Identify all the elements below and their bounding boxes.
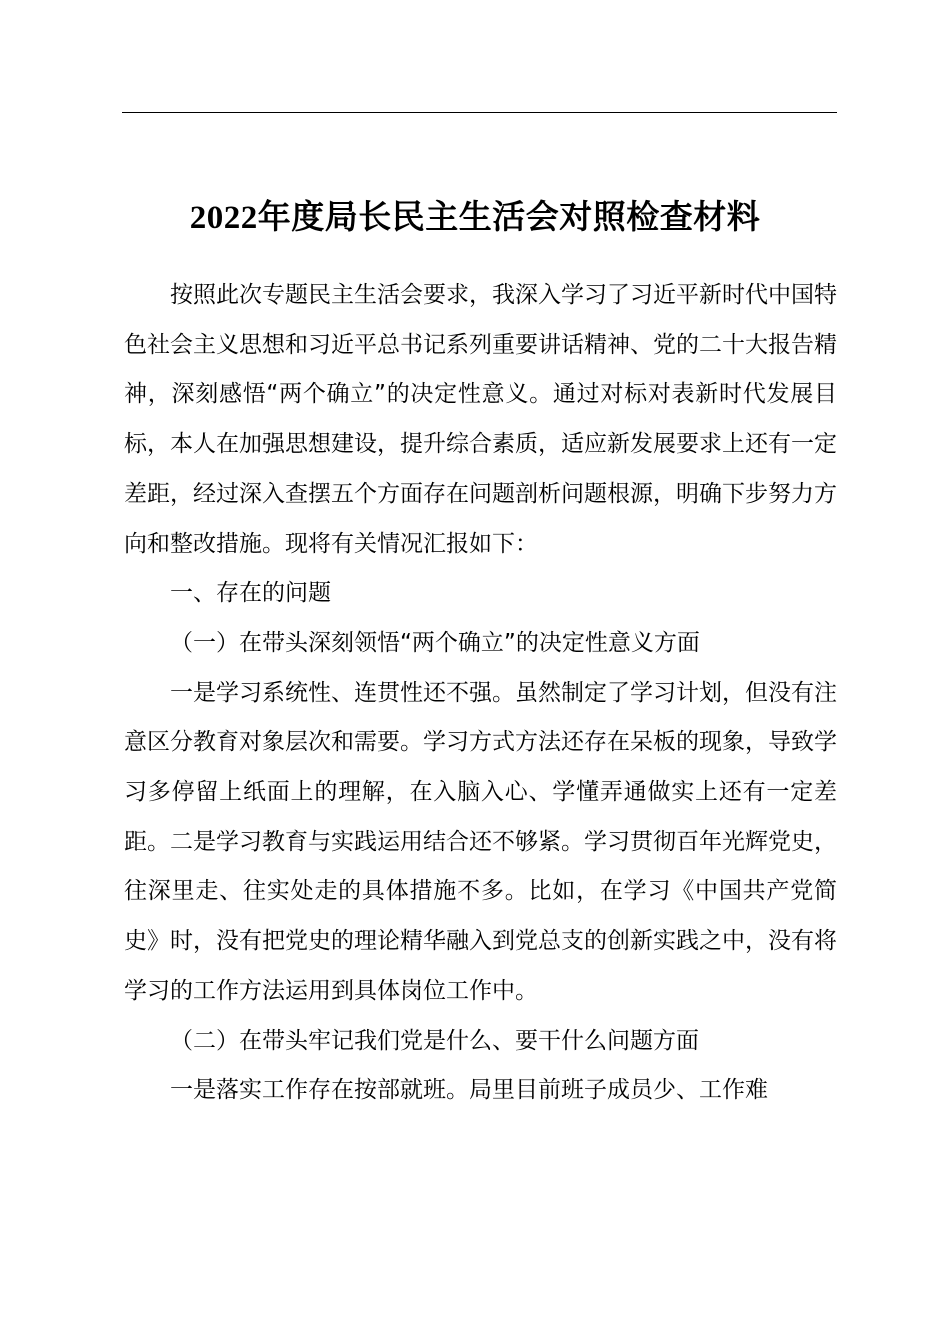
title-year: 2022 [189,200,258,237]
document-body [124,271,837,1116]
subsection-2-paragraph: 一是落实工作存在按部就班。局里目前班子成员少、工作难 [170,1077,768,1104]
subsection-heading-1: （一）在带头深刻领悟“两个确立”的决定性意义方面 [170,629,700,656]
subsection-1-paragraph: 一是学习系统性、连贯性还不强。虽然制定了学习计划，但没有注意区分教育对象层次和需要。学习方式方法还存在呆板的现象，导致学习多停留上纸面上的理解，在入脑入心、学懂弄通做实上还有一定差距。二是学习教育与实践运用结合还不够紧。学习贯彻百年光辉党史，往深里走、往实处走的具体措施不多。比如，在学习《中国共产党简史》时，没有把党史的理论精华融入到党总支的创新实践之中，没有将学习的工作方法运用到具体岗位工作中。 [124,679,837,1004]
section-heading-problems: 一、存在的问题 [170,580,331,607]
document-title [0,192,950,243]
subsection-heading-2: （二）在带头牢记我们党是什么、要干什么问题方面 [170,1027,699,1054]
header-rule [122,112,837,113]
intro-paragraph: 按照此次专题民主生活会要求，我深入学习了习近平新时代中国特色社会主义思想和习近平总书记系列重要讲话精神、党的二十大报告精神，深刻感悟“两个确立”的决定性意义。通过对标对表新时代发展目标，本人在加强思想建设，提升综合素质，适应新发展要求上还有一定差距，经过深入查摆五个方面存在问题剖析问题根源，明确下步努力方向和整改措施。现将有关情况汇报如下： [124,282,837,557]
title-text: 年度局长民主生活会对照检查材料 [257,197,761,237]
